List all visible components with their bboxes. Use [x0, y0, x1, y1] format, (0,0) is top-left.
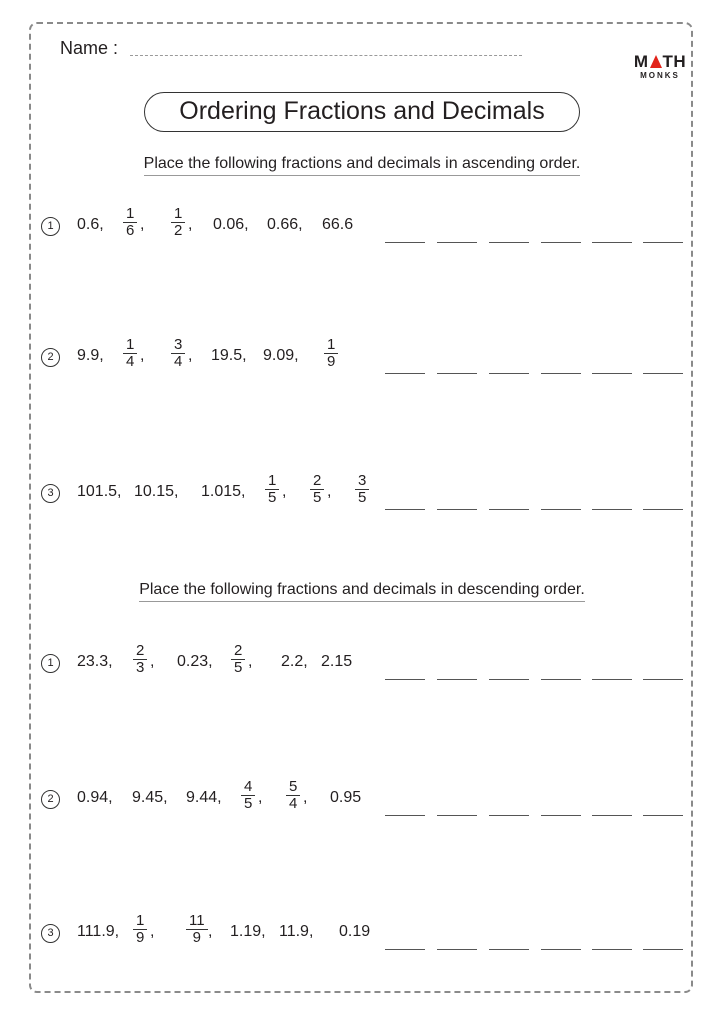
- comma-separator: ,: [282, 483, 287, 500]
- name-label: Name :: [60, 38, 119, 58]
- denominator: 6: [126, 222, 135, 239]
- decimal-value: 19.5,: [211, 347, 247, 364]
- instruction-text: Place the following fractions and decimals in ascending order.: [144, 155, 581, 176]
- problem-number: 2: [41, 790, 60, 809]
- logo-text-m: M: [633, 52, 649, 71]
- fraction-value: [265, 473, 279, 506]
- name-input-line[interactable]: [130, 55, 522, 56]
- worksheet-title: Ordering Fractions and Decimals: [144, 92, 580, 132]
- decimal-value: 23.3,: [77, 653, 113, 670]
- answer-blank[interactable]: [437, 679, 477, 680]
- numerator: 1: [265, 473, 279, 490]
- answer-blank[interactable]: [592, 373, 632, 374]
- numerator: 1: [324, 337, 338, 354]
- fraction-value: [133, 643, 147, 676]
- problem-number: 1: [41, 217, 60, 236]
- fraction-value: [171, 337, 185, 370]
- denominator: 5: [268, 489, 277, 506]
- numerator: 2: [231, 643, 245, 660]
- answer-blank[interactable]: [541, 373, 581, 374]
- comma-separator: ,: [258, 789, 263, 806]
- decimal-value: 0.94,: [77, 789, 113, 806]
- decimal-value: 1.015,: [201, 483, 246, 500]
- fraction-value: [231, 643, 245, 676]
- fraction-value: [123, 206, 137, 239]
- logo-text-th: TH: [662, 52, 687, 71]
- numerator: 11: [186, 913, 208, 930]
- decimal-value: 9.45,: [132, 789, 168, 806]
- answer-blank[interactable]: [541, 679, 581, 680]
- answer-blank[interactable]: [489, 242, 529, 243]
- fraction-value: [324, 337, 338, 370]
- numerator: 2: [133, 643, 147, 660]
- answer-blank[interactable]: [643, 815, 683, 816]
- fraction-value: [286, 779, 300, 812]
- decimal-value: 11.9,: [279, 923, 314, 940]
- fraction-value: [171, 206, 185, 239]
- answer-blank[interactable]: [489, 949, 529, 950]
- fraction-value: [355, 473, 369, 506]
- denominator: 5: [234, 659, 243, 676]
- numerator: 1: [133, 913, 147, 930]
- answer-blank[interactable]: [541, 815, 581, 816]
- decimal-value: 66.6: [322, 216, 354, 233]
- fraction-value: [186, 913, 208, 946]
- denominator: 9: [192, 929, 201, 946]
- denominator: 4: [174, 353, 183, 370]
- denominator: 4: [126, 353, 135, 370]
- answer-blank[interactable]: [489, 509, 529, 510]
- decimal-value: 9.44,: [186, 789, 222, 806]
- numerator: 3: [355, 473, 369, 490]
- numerator: 1: [171, 206, 185, 223]
- problem-number: 1: [41, 654, 60, 673]
- answer-blank[interactable]: [385, 679, 425, 680]
- denominator: 3: [136, 659, 145, 676]
- decimal-value: 9.09,: [263, 347, 299, 364]
- answer-blank[interactable]: [385, 242, 425, 243]
- answer-blank[interactable]: [592, 242, 632, 243]
- problem-number: 2: [41, 348, 60, 367]
- comma-separator: ,: [208, 923, 213, 940]
- answer-blank[interactable]: [643, 509, 683, 510]
- answer-blank[interactable]: [592, 679, 632, 680]
- answer-blank[interactable]: [437, 373, 477, 374]
- logo-subtitle: MONKS: [640, 71, 680, 80]
- decimal-value: 2.15: [321, 653, 353, 670]
- decimal-value: 1.19,: [230, 923, 266, 940]
- answer-blank[interactable]: [489, 373, 529, 374]
- answer-blank[interactable]: [385, 949, 425, 950]
- answer-blank[interactable]: [437, 949, 477, 950]
- logo-triangle-icon: [650, 55, 662, 68]
- numerator: 4: [241, 779, 255, 796]
- answer-blank[interactable]: [437, 509, 477, 510]
- decimal-value: 0.6,: [77, 216, 104, 233]
- decimal-value: 0.95: [330, 789, 362, 806]
- comma-separator: ,: [248, 653, 253, 670]
- decimal-value: 2.2,: [281, 653, 308, 670]
- decimal-value: 9.9,: [77, 347, 104, 364]
- answer-blank[interactable]: [385, 373, 425, 374]
- fraction-value: [310, 473, 324, 506]
- descending-instruction: [0, 581, 724, 599]
- problem-number: 3: [41, 484, 60, 503]
- comma-separator: ,: [150, 653, 155, 670]
- answer-blank[interactable]: [437, 242, 477, 243]
- decimal-value: 0.23,: [177, 653, 213, 670]
- fraction-value: [123, 337, 137, 370]
- answer-blank[interactable]: [592, 509, 632, 510]
- comma-separator: ,: [188, 216, 193, 233]
- answer-blank[interactable]: [385, 509, 425, 510]
- denominator: 5: [358, 489, 367, 506]
- answer-blank[interactable]: [541, 242, 581, 243]
- answer-blank[interactable]: [489, 679, 529, 680]
- answer-blank[interactable]: [643, 373, 683, 374]
- answer-blank[interactable]: [541, 949, 581, 950]
- denominator: 5: [244, 795, 253, 812]
- decimal-value: 111.9,: [77, 923, 120, 940]
- numerator: 5: [286, 779, 300, 796]
- numerator: 3: [171, 337, 185, 354]
- decimal-value: 0.06,: [213, 216, 249, 233]
- fraction-value: [241, 779, 255, 812]
- denominator: 5: [313, 489, 322, 506]
- math-monks-logo: [632, 53, 688, 80]
- answer-blank[interactable]: [643, 242, 683, 243]
- problem-number: 3: [41, 924, 60, 943]
- answer-blank[interactable]: [385, 815, 425, 816]
- instruction-text: Place the following fractions and decimals in descending order.: [139, 581, 585, 602]
- answer-blank[interactable]: [489, 815, 529, 816]
- answer-blank[interactable]: [437, 815, 477, 816]
- answer-blank[interactable]: [541, 509, 581, 510]
- decimal-value: 0.19: [339, 923, 371, 940]
- ascending-instruction: [0, 155, 724, 173]
- denominator: 9: [136, 929, 145, 946]
- comma-separator: ,: [327, 483, 332, 500]
- decimal-value: 0.66,: [267, 216, 303, 233]
- numerator: 1: [123, 206, 137, 223]
- comma-separator: ,: [303, 789, 308, 806]
- comma-separator: ,: [140, 216, 145, 233]
- fraction-value: [133, 913, 147, 946]
- answer-blank[interactable]: [643, 949, 683, 950]
- denominator: 9: [327, 353, 336, 370]
- decimal-value: 10.15,: [134, 483, 179, 500]
- numerator: 2: [310, 473, 324, 490]
- comma-separator: ,: [150, 923, 155, 940]
- numerator: 1: [123, 337, 137, 354]
- comma-separator: ,: [140, 347, 145, 364]
- denominator: 4: [289, 795, 298, 812]
- answer-blank[interactable]: [643, 679, 683, 680]
- answer-blank[interactable]: [592, 949, 632, 950]
- denominator: 2: [174, 222, 183, 239]
- decimal-value: 101.5,: [77, 483, 122, 500]
- comma-separator: ,: [188, 347, 193, 364]
- answer-blank[interactable]: [592, 815, 632, 816]
